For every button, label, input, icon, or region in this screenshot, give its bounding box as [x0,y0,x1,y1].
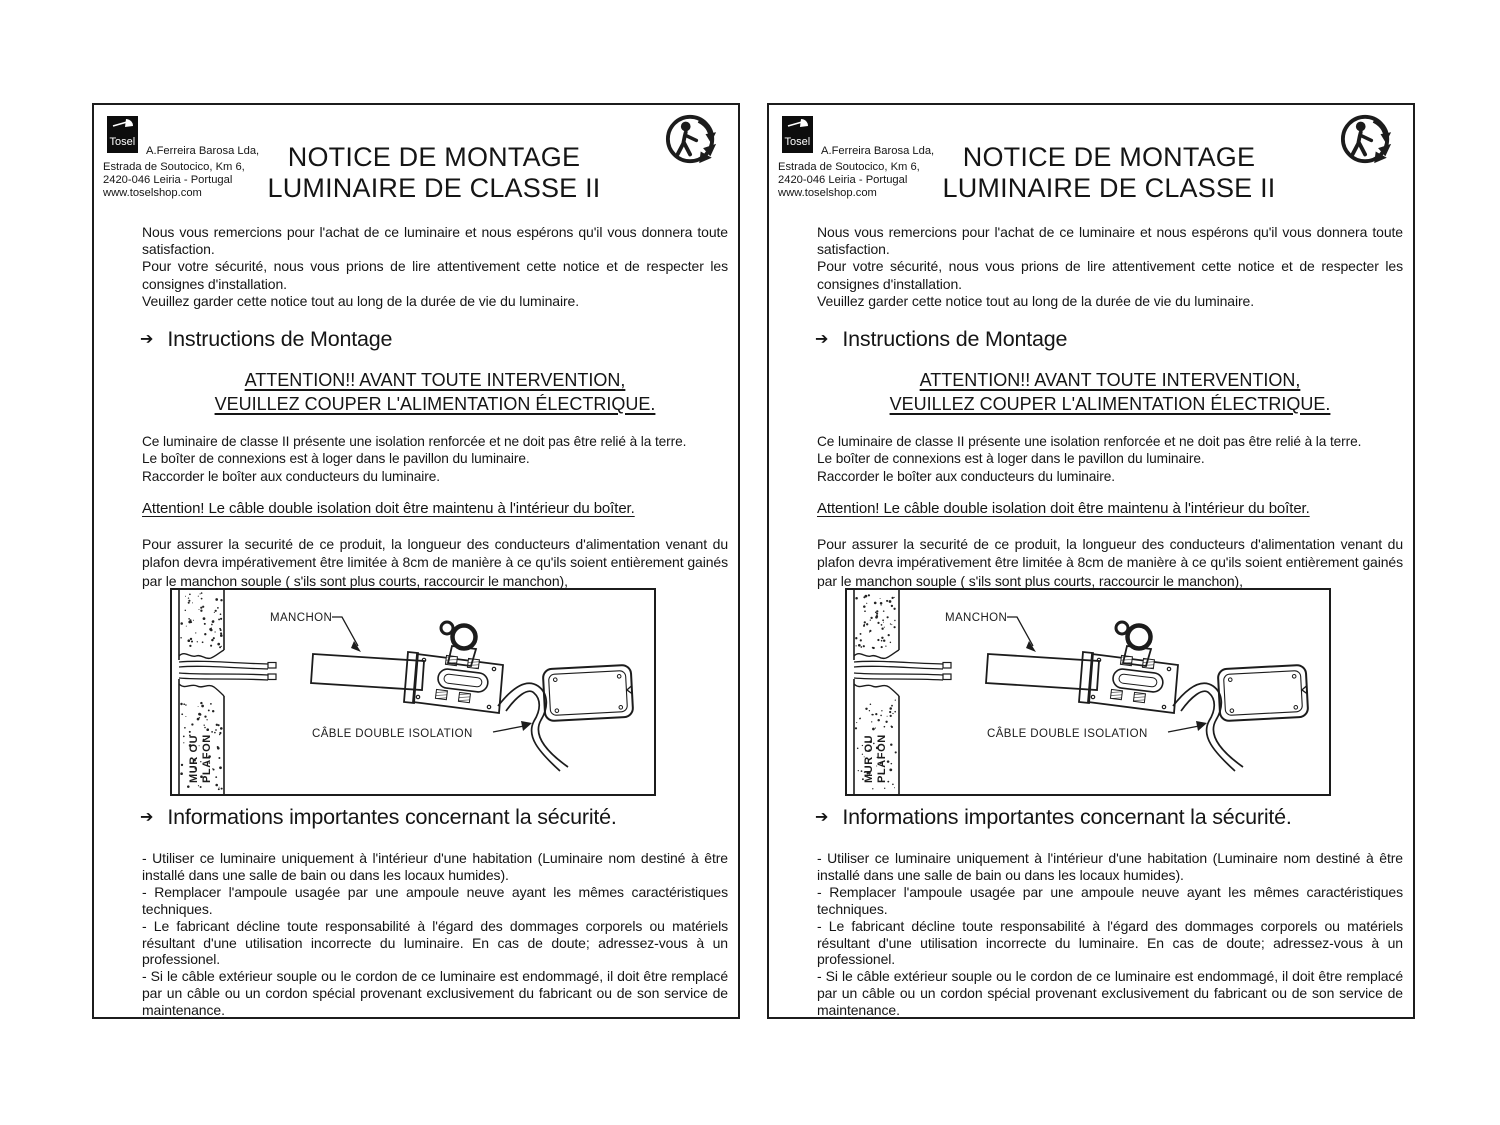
section-montage-heading [815,327,1393,352]
warning-line-1: ATTENTION!! AVANT TOUTE INTERVENTION, [244,370,626,390]
safety-item-1: - Utiliser ce luminaire uniquement à l'intérieur d'une habitation (Luminaire nom destiné à être installé dans une salle de bain ou dans les locaux humides). [142,850,728,883]
title-line-2: LUMINAIRE DE CLASSE II [267,173,601,203]
intro-paragraph-1: Nous vous remercions pour l'achat de ce luminaire et nous espérons qu'il vous donnera toute satisfaction. [817,224,1403,258]
assembly-diagram-drawing [847,590,1329,794]
svg-text:MANCHON: MANCHON [945,612,1008,624]
junction-box [1079,622,1178,713]
box-cover [1218,665,1309,722]
address-line: 2420-046 Leiria - Portugal [778,174,908,187]
safety-item-2: - Remplacer l'ampoule usagée par une ampoule neuve ayant les mêmes caractéristiques techniques. [817,883,1403,917]
instruction-line-3: Raccorder le boîter aux conducteurs du luminaire. [817,468,1115,484]
address-line: Estrada de Soutocico, Km 6, [103,161,245,173]
safety-bullet-list [817,850,1403,1019]
website: www.toselshop.com [103,187,202,200]
power-cut-warning [817,369,1403,416]
section-securite-heading [815,805,1393,830]
class2-instructions [142,433,686,485]
svg-text:MUR OU: MUR OU [188,734,200,783]
cable-attention-note: Attention! Le câble double isolation doit être maintenu à l'intérieur du boîter. [817,500,1310,517]
assembly-diagram-drawing [172,590,654,794]
instruction-line-1: Ce luminaire de classe II présente une isolation renforcée et ne doit pas être relié à la terre. [817,434,1362,449]
securite-heading-text: Informations importantes concernant la sécurité. [167,805,617,829]
company-name: A.Ferreira Barosa Lda, [146,145,260,157]
manchon-paragraph: Pour assurer la securité de ce produit, la longueur des conducteurs d'alimentation venant du plafon devra impérativement être limitée à 8cm de manière à ce qu'ils soient entièrement gainés par le manchon souple ( s'ils sont plus courts, raccourcir le manchon), [817,536,1403,589]
title-line-2: LUMINAIRE DE CLASSE II [942,173,1276,203]
section-securite-heading [140,805,718,830]
arrow-bullet-icon: ➔ [815,809,829,826]
triman-recycling-icon [665,112,719,166]
website: www.toselshop.com [778,187,877,200]
securite-heading-text: Informations importantes concernant la sécurité. [842,805,1292,829]
section-montage-heading [140,327,718,352]
svg-text:MUR OU: MUR OU [863,734,875,783]
intro-paragraphs [142,224,728,310]
cable-label [987,721,1207,740]
junction-box [404,622,503,713]
intro-paragraph-2: Pour votre sécurité, nous vous prions de lire attentivement cette notice et de respecter les consignes d'installation. [142,258,728,292]
safety-item-3: - Le fabricant décline toute responsabilité à l'égard des dommages corporels ou matériels résultant d'une utilisation incorrecte du luminaire. En cas de doute; adressez-vous à un professionel. [142,917,728,968]
svg-text:Tosel: Tosel [784,136,811,148]
instruction-line-2: Le boîter de connexions est à loger dans le pavillon du luminaire. [817,451,1205,467]
document-title [174,142,694,204]
assembly-diagram [845,588,1331,796]
safety-item-4: - Si le câble extérieur souple ou le cordon de ce luminaire est endommagé, il doit être remplacé par un câble ou un cordon spécial provenant exclusivement du fabricant ou de son service de maintenance. [817,968,1403,1019]
hanging-ring [1128,626,1151,649]
montage-heading-text: Instructions de Montage [167,327,393,351]
assembly-diagram [170,588,656,796]
svg-text:CÂBLE DOUBLE ISOLATION: CÂBLE DOUBLE ISOLATION [987,728,1148,740]
arrow-bullet-icon: ➔ [140,809,154,826]
instruction-sheet-right [767,103,1415,1019]
instruction-sheet-left [92,103,740,1019]
triman-recycling-icon [1340,112,1394,166]
box-cover [543,665,634,722]
arrow-bullet-icon: ➔ [815,331,829,348]
wall-label [863,734,888,783]
warning-line-1: ATTENTION!! AVANT TOUTE INTERVENTION, [919,370,1301,390]
address-line: 2420-046 Leiria - Portugal [103,174,233,187]
supply-wires [179,661,276,680]
tosel-logo [107,116,138,153]
instruction-line-1: Ce luminaire de classe II présente une isolation renforcée et ne doit pas être relié à la terre. [142,434,687,449]
arrow-bullet-icon: ➔ [140,331,154,348]
title-line-1: NOTICE DE MONTAGE [962,142,1256,172]
class2-instructions [817,433,1361,485]
safety-bullet-list [142,850,728,1019]
intro-paragraph-2: Pour votre sécurité, nous vous prions de lire attentivement cette notice et de respecter les consignes d'installation. [817,258,1403,292]
cable-attention-note: Attention! Le câble double isolation doit être maintenu à l'intérieur du boîter. [142,500,635,517]
intro-paragraph-3: Veuillez garder cette notice tout au long de la durée de vie du luminaire. [817,292,1254,309]
safety-item-2: - Remplacer l'ampoule usagée par une ampoule neuve ayant les mêmes caractéristiques techniques. [142,883,728,917]
warning-line-2: VEUILLEZ COUPER L'ALIMENTATION ÉLECTRIQUE. [889,393,1331,414]
hanging-ring [453,626,476,649]
double-insulation-cable [498,683,568,771]
safety-item-3: - Le fabricant décline toute responsabilité à l'égard des dommages corporels ou matériels résultant d'une utilisation incorrecte du luminaire. En cas de doute; adressez-vous à un professionel. [817,917,1403,968]
svg-text:PLAFON: PLAFON [876,734,888,783]
svg-text:PLAFON: PLAFON [201,734,213,783]
manchon-label [945,612,1036,652]
tosel-logo [782,116,813,153]
title-line-1: NOTICE DE MONTAGE [287,142,581,172]
supply-wires [854,661,951,680]
double-insulation-cable [1173,683,1243,771]
address-line: Estrada de Soutocico, Km 6, [778,161,920,173]
safety-item-4: - Si le câble extérieur souple ou le cordon de ce luminaire est endommagé, il doit être remplacé par un câble ou un cordon spécial provenant exclusivement du fabricant ou de son service de maintenance. [142,968,728,1019]
svg-text:Tosel: Tosel [109,136,136,148]
company-name: A.Ferreira Barosa Lda, [821,145,935,157]
small-ring [441,622,453,634]
power-cut-warning [142,369,728,416]
svg-text:CÂBLE DOUBLE ISOLATION: CÂBLE DOUBLE ISOLATION [312,728,473,740]
instruction-line-3: Raccorder le boîter aux conducteurs du luminaire. [142,468,440,484]
safety-item-1: - Utiliser ce luminaire uniquement à l'intérieur d'une habitation (Luminaire nom destiné à être installé dans une salle de bain ou dans les locaux humides). [817,850,1403,883]
wall-section [854,590,899,794]
wall-label [188,734,213,783]
intro-paragraph-1: Nous vous remercions pour l'achat de ce luminaire et nous espérons qu'il vous donnera toute satisfaction. [142,224,728,258]
svg-text:MANCHON: MANCHON [270,612,333,624]
manchon-label [270,612,361,652]
montage-heading-text: Instructions de Montage [842,327,1068,351]
cable-label [312,721,532,740]
instruction-line-2: Le boîter de connexions est à loger dans le pavillon du luminaire. [142,451,530,467]
intro-paragraphs [817,224,1403,310]
wall-section [179,590,224,794]
small-ring [1116,622,1128,634]
document-title [849,142,1369,204]
manchon-paragraph: Pour assurer la securité de ce produit, la longueur des conducteurs d'alimentation venant du plafon devra impérativement être limitée à 8cm de manière à ce qu'ils soient entièrement gainés par le manchon souple ( s'ils sont plus courts, raccourcir le manchon), [142,536,728,589]
intro-paragraph-3: Veuillez garder cette notice tout au long de la durée de vie du luminaire. [142,292,579,309]
warning-line-2: VEUILLEZ COUPER L'ALIMENTATION ÉLECTRIQUE. [214,393,656,414]
